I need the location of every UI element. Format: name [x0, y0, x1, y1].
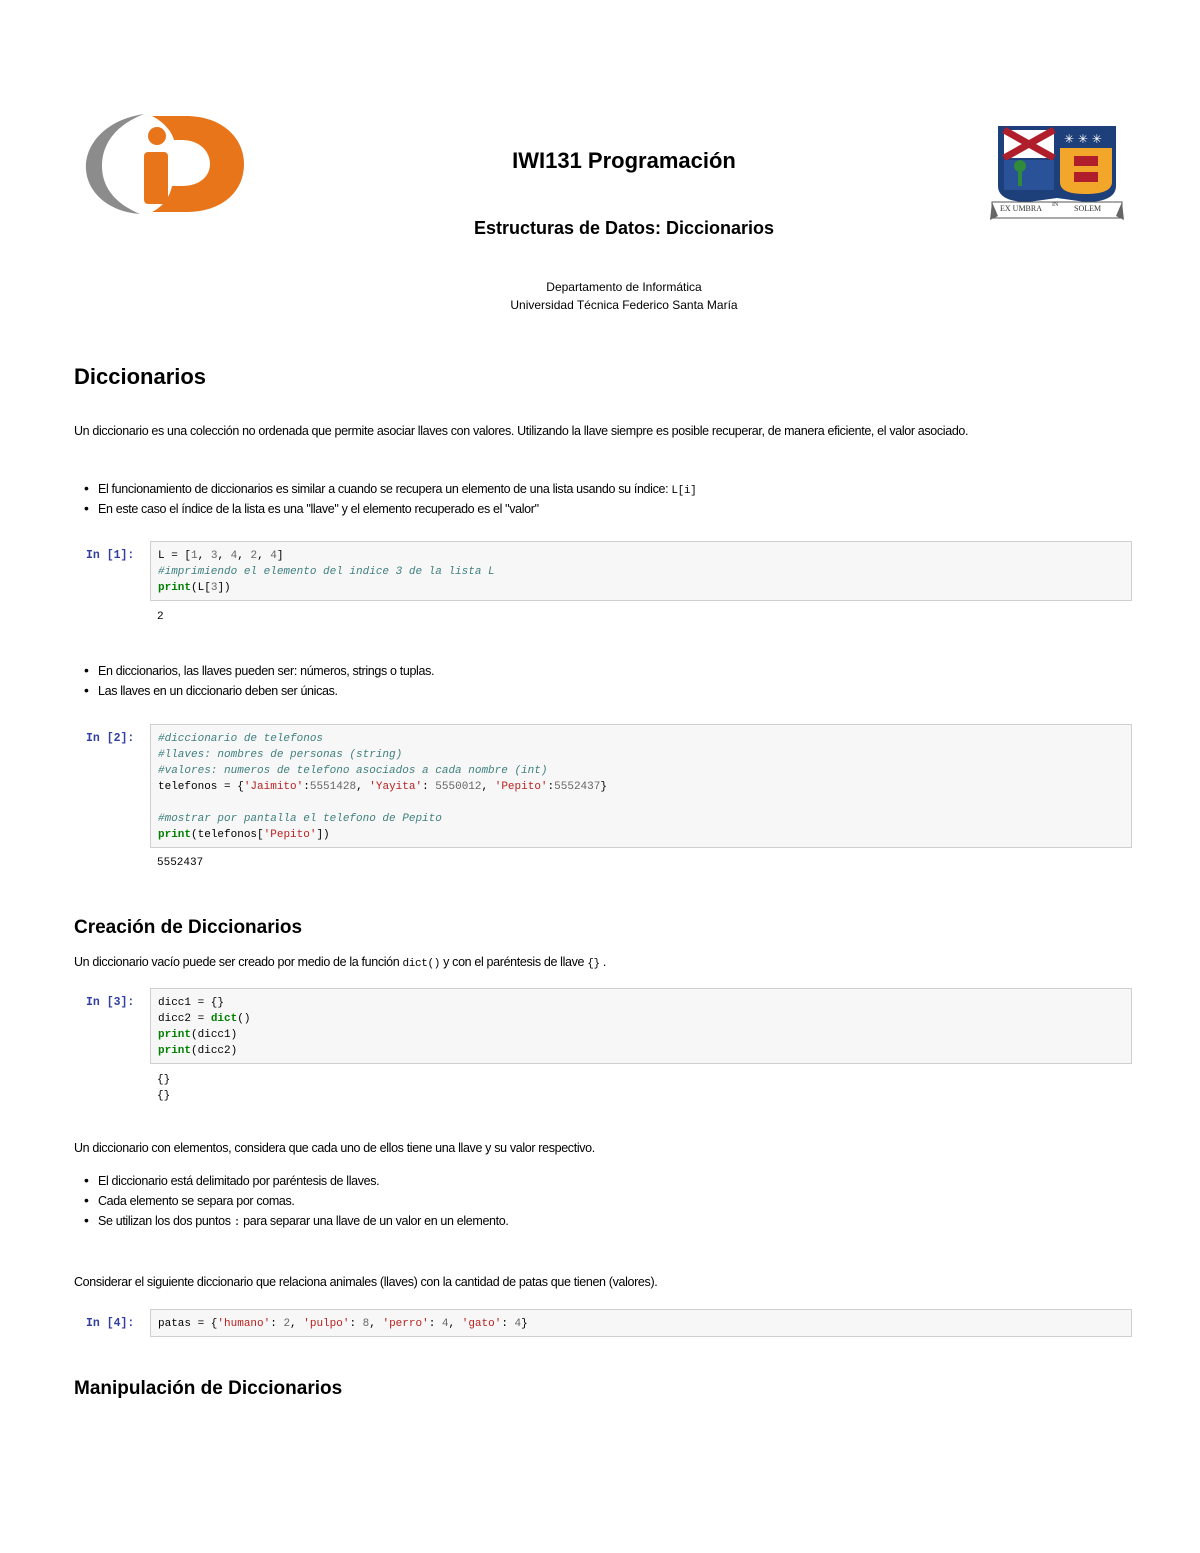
list-item: • El funcionamiento de diccionarios es similar a cuando se recupera un elemento de una lista usando su índice: L[i]	[84, 478, 696, 498]
code-cell-4[interactable]: patas = {'humano': 2, 'pulpo': 8, 'perro': 4, 'gato': 4}	[150, 1309, 1132, 1337]
cell-output-2: 5552437	[157, 857, 204, 869]
paragraph-patas: Considerar el siguiente diccionario que relaciona animales (llaves) con la cantidad de patas que tienen (valores).	[74, 1275, 658, 1289]
bullet-list-3	[84, 1170, 509, 1230]
cell-prompt: In [2]:	[86, 732, 135, 745]
cell-prompt: In [3]:	[86, 996, 135, 1009]
intro-paragraph: Un diccionario es una colección no ordenada que permite asociar llaves con valores. Utilizando la llave siempre es posible recuperar, de manera eficiente, el valor asociado.	[74, 424, 969, 438]
university-name: Universidad Técnica Federico Santa María	[510, 298, 738, 312]
list-item: • El diccionario está delimitado por paréntesis de llaves.	[84, 1170, 509, 1190]
section-heading-diccionarios: Diccionarios	[74, 364, 207, 389]
page-title: IWI131 Programación	[512, 148, 736, 173]
cell-prompt: In [4]:	[86, 1317, 135, 1330]
code-cell-1[interactable]: L = [1, 3, 4, 2, 4] #imprimiendo el elemento del indice 3 de la lista L print(L[3])	[150, 541, 1132, 601]
cell-prompt: In [1]:	[86, 549, 135, 562]
section-heading-creacion: Creación de Diccionarios	[74, 917, 303, 938]
paragraph-elementos: Un diccionario con elementos, considera que cada uno de ellos tiene una llave y su valor respectivo.	[74, 1141, 595, 1155]
list-item: • Cada elemento se separa por comas.	[84, 1190, 509, 1210]
bullet-list-2	[84, 660, 434, 700]
code-cell-2[interactable]: #diccionario de telefonos #llaves: nombres de personas (string) #valores: numeros de telefono asociados a cada nombre (int) telefonos = {'Jaimito':5551428, 'Yayita': 5550012, 'Pepito':5552437} #mostrar por pantalla el telefono de Pepito print(telefonos['Pepito'])	[150, 724, 1132, 848]
creacion-intro: Un diccionario vacío puede ser creado por medio de la función dict() y con el paréntesis de llave {} .	[74, 955, 607, 970]
list-item: • En este caso el índice de la lista es una "llave" y el elemento recuperado es el "valor"	[84, 498, 696, 518]
crest-motto-left: EX UMBRA	[1000, 204, 1043, 213]
crest-motto-mid: IN	[1052, 202, 1059, 208]
cell-output-1: 2	[157, 611, 164, 623]
department-name: Departamento de Informática	[546, 280, 702, 294]
page-subtitle: Estructuras de Datos: Diccionarios	[473, 218, 775, 238]
crest-motto-right: SOLEM	[1074, 204, 1102, 213]
bullet-list-1	[84, 478, 696, 518]
list-item: • En diccionarios, las llaves pueden ser: números, strings o tuplas.	[84, 660, 434, 680]
code-cell-3[interactable]: dicc1 = {} dicc2 = dict() print(dicc1) print(dicc2)	[150, 988, 1132, 1064]
list-item: • Se utilizan los dos puntos : para separar una llave de un valor en un elemento.	[84, 1210, 509, 1230]
svg-text:✳ ✳ ✳: ✳ ✳ ✳	[1064, 132, 1102, 146]
list-item: • Las llaves en un diccionario deben ser únicas.	[84, 680, 434, 700]
section-heading-manipulacion: Manipulación de Diccionarios	[74, 1378, 343, 1399]
cell-output-3: {} {}	[157, 1074, 171, 1102]
